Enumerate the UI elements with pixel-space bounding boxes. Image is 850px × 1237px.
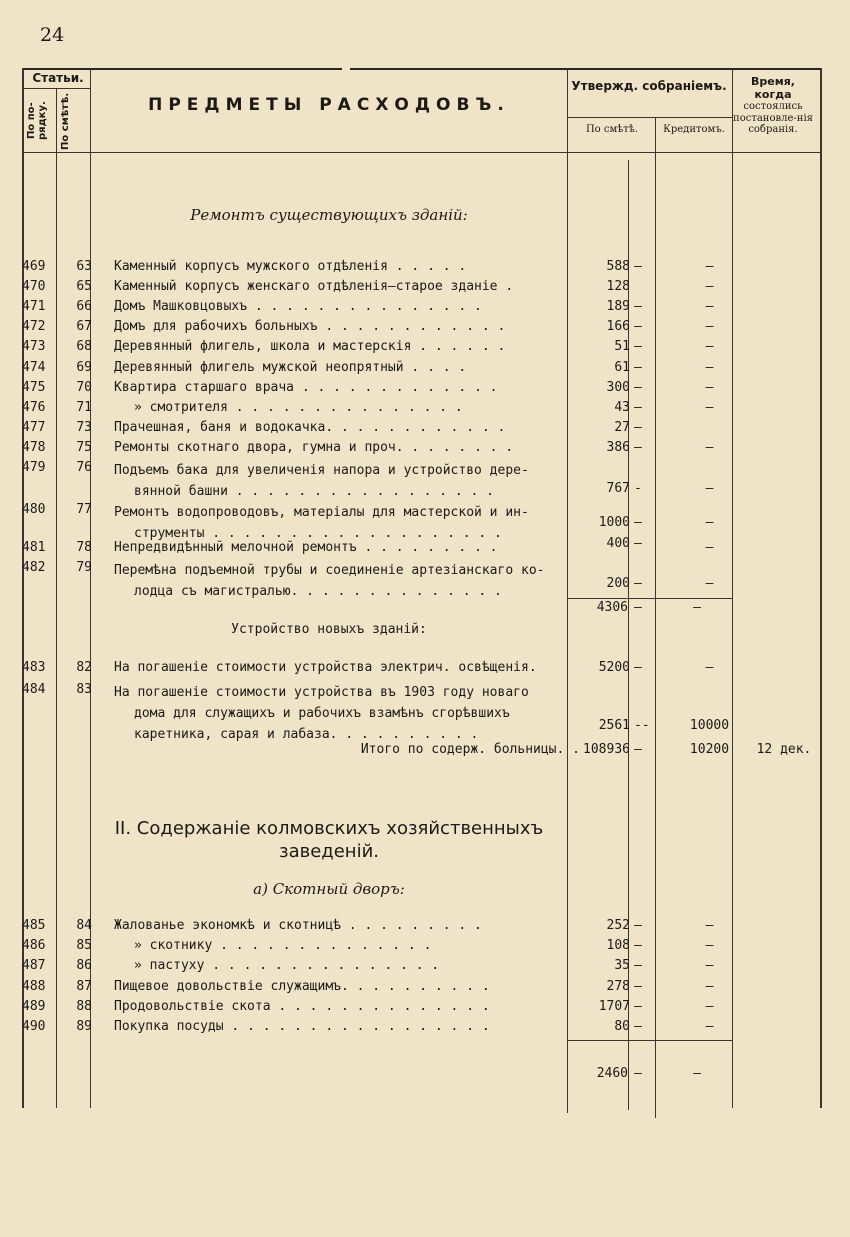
amount-dash: — <box>634 660 642 675</box>
row-description: Домъ Машковцовыхъ . . . . . . . . . . . . . . . <box>114 299 482 315</box>
amount-dash: — <box>634 938 642 954</box>
table-row <box>22 400 822 420</box>
row-description <box>114 682 564 745</box>
credit-value: — <box>705 958 714 974</box>
credit-value: 10000 <box>689 718 730 733</box>
estimate-number: 79 <box>76 560 92 575</box>
section-title: Устройство новыхъ зданій: <box>231 622 427 637</box>
row-number: 480 <box>22 502 46 517</box>
row-number: 490 <box>22 1019 46 1034</box>
row-description: » скотнику . . . . . . . . . . . . . . <box>134 938 432 954</box>
row-description-line: На погашеніе стоимости устройства въ 1903 году новаго <box>114 685 529 700</box>
amount: 300 <box>606 379 630 395</box>
row-number: 479 <box>22 460 46 475</box>
part-title-line: II. Содержаніе колмовскихъ хозяйственныхъ <box>114 818 544 839</box>
table-row <box>22 420 822 440</box>
amount-dash: — <box>634 259 642 274</box>
section-total-amount: 2460 <box>596 1066 628 1081</box>
table-row <box>22 958 822 978</box>
row-description: Жалованье экономкѣ и скотницѣ . . . . . . . . . <box>114 918 482 933</box>
amount: 43 <box>614 399 630 415</box>
estimate-number: 78 <box>76 540 92 555</box>
row-description-line: каретника, сарая и лабаза. . . . . . . . . . <box>134 727 479 742</box>
header-time-line2: состоялись постановле-нія собранія. <box>733 101 813 136</box>
page-title: ПРЕДМЕТЫ РАСХОДОВЪ. <box>148 95 510 115</box>
grand-total-dash: — <box>634 742 642 757</box>
credit-value: — <box>705 576 714 591</box>
estimate-number: 71 <box>76 399 92 415</box>
amount-dash: — <box>634 958 642 974</box>
grand-total-label: Итого по содерж. больницы. . <box>360 742 580 757</box>
header-rule <box>567 117 732 118</box>
amount: 35 <box>614 958 630 974</box>
amount-dash: — <box>634 379 642 395</box>
amount: 2561 <box>598 718 630 733</box>
amount-dash: — <box>634 299 642 315</box>
estimate-number: 84 <box>76 918 92 933</box>
table-row <box>22 339 822 359</box>
table-row <box>22 682 822 748</box>
grand-total-time: 12 дек. <box>756 742 812 757</box>
row-description <box>114 560 564 602</box>
credit-value: — <box>705 439 714 455</box>
row-number: 485 <box>22 918 46 933</box>
estimate-number: 67 <box>76 319 92 335</box>
amount: 400 <box>606 536 630 551</box>
row-description: На погашеніе стоимости устройства электрич. освѣщенія. <box>114 660 537 675</box>
estimate-number: 69 <box>76 359 92 375</box>
row-number: 481 <box>22 540 46 555</box>
estimate-number: 89 <box>76 1019 92 1034</box>
amount: 189 <box>606 299 630 315</box>
table-row <box>22 660 822 681</box>
amount: 1707 <box>598 998 630 1014</box>
credit-value: — <box>705 660 714 675</box>
row-description <box>114 460 564 502</box>
page-number: 24 <box>40 24 65 46</box>
amount-dash: -- <box>634 718 650 733</box>
row-description-line: струменты . . . . . . . . . . . . . . . . . . . <box>134 526 502 541</box>
row-description <box>114 502 564 544</box>
table-row <box>22 380 822 400</box>
amount-dash: - <box>634 481 642 496</box>
row-description: Деревянный флигель мужской неопрятный . . . . <box>114 359 467 375</box>
amount: 27 <box>614 419 630 435</box>
part-title-line: заведеній. <box>279 840 379 862</box>
credit-value: — <box>705 339 714 355</box>
estimate-number: 88 <box>76 998 92 1014</box>
header-by-estimate: По смѣтѣ. <box>585 124 639 135</box>
grand-total-amount: 108936 <box>583 742 630 757</box>
table-row <box>22 279 822 299</box>
row-number: 487 <box>22 958 46 974</box>
amount-dash: — <box>634 998 642 1014</box>
row-number: 486 <box>22 938 46 954</box>
estimate-number: 87 <box>76 978 92 994</box>
header-by-estimate-col: По смѣтѣ. <box>60 92 71 150</box>
table-row <box>22 938 822 958</box>
row-description-line: Подъемъ бака для увеличенія напора и устройство дере- <box>114 463 529 478</box>
row-number: 476 <box>22 399 46 415</box>
row-description-line: дома для служащихъ и рабочихъ взамѣнъ сгорѣвшихъ <box>134 706 510 721</box>
amount: 1000 <box>598 515 630 530</box>
table-row <box>22 536 822 561</box>
section-total-dash: — <box>634 600 642 615</box>
table-row <box>22 259 822 279</box>
header-time-line1: Время, когда <box>751 75 795 101</box>
amount: 108 <box>606 938 630 954</box>
amount-dash: — <box>634 359 642 375</box>
section-total-credit: — <box>693 600 701 615</box>
header-by-order: По по-рядку. <box>26 101 48 141</box>
estimate-number: 70 <box>76 379 92 395</box>
subsection-title: а) Скотный дворъ: <box>253 880 405 898</box>
row-description: Домъ для рабочихъ больныхъ . . . . . . . . . . . . <box>114 319 506 335</box>
row-number: 474 <box>22 359 46 375</box>
amount: 200 <box>606 576 630 591</box>
row-number: 475 <box>22 379 46 395</box>
row-description: » пастуху . . . . . . . . . . . . . . . <box>134 958 440 974</box>
credit-value: — <box>705 978 714 994</box>
estimate-number: 65 <box>76 279 92 295</box>
table-row <box>22 299 822 319</box>
table-row <box>22 999 822 1019</box>
credit-value: — <box>705 1019 714 1034</box>
row-number: 471 <box>22 299 46 315</box>
table-row <box>22 440 822 460</box>
header-time <box>732 76 814 136</box>
amount: 252 <box>606 918 630 933</box>
estimate-number: 76 <box>76 460 92 475</box>
amount: 5200 <box>598 660 630 675</box>
row-number: 473 <box>22 339 46 355</box>
credit-value: — <box>705 481 714 496</box>
amount: 80 <box>614 1019 630 1034</box>
estimate-number: 86 <box>76 958 92 974</box>
row-number: 469 <box>22 259 46 274</box>
grand-total-credit: 10200 <box>689 742 730 757</box>
row-description: Квартира старшаго врача . . . . . . . . . . . . . <box>114 379 498 395</box>
row-description-line: Ремонтъ водопроводовъ, матеріалы для мастерской и ин- <box>114 505 529 520</box>
row-description-line: Перемѣна подъемной трубы и соединеніе артезіанскаго ко- <box>114 563 545 578</box>
row-description: Каменный корпусъ женскаго отдѣленія—старое зданіе . <box>114 279 514 295</box>
row-description: Пищевое довольствіе служащимъ. . . . . . . . . . <box>114 978 490 994</box>
amount-dash: — <box>634 515 642 530</box>
row-number: 478 <box>22 439 46 455</box>
amount-dash: — <box>634 576 642 591</box>
row-description-line: вянной башни . . . . . . . . . . . . . . . . . <box>134 484 495 499</box>
credit-value: — <box>705 319 714 335</box>
row-description: Каменный корпусъ мужского отдѣленія . . . . . <box>114 259 467 274</box>
row-description-line: лодца съ магистралью. . . . . . . . . . . . . . <box>134 584 502 599</box>
table-row <box>22 360 822 380</box>
amount: 61 <box>614 359 630 375</box>
row-description: Непредвидѣнный мелочной ремонтъ . . . . . . . . . <box>114 540 498 555</box>
section-title: Ремонтъ существующихъ зданій: <box>190 206 468 224</box>
header-rule <box>22 152 820 153</box>
grand-total-row <box>22 742 822 763</box>
amount-dash: — <box>634 439 642 455</box>
header-approved: Утвержд. собраніемъ. <box>571 79 727 93</box>
row-description: Ремонты скотнаго двора, гумна и проч. . . . . . . . <box>114 439 514 455</box>
estimate-number: 68 <box>76 339 92 355</box>
amount: 278 <box>606 978 630 994</box>
estimate-number: 63 <box>76 259 92 274</box>
row-description: Продовольствіе скота . . . . . . . . . . . . . . <box>114 998 490 1014</box>
amount: 588 <box>606 259 630 274</box>
credit-value: — <box>705 359 714 375</box>
header-articles: Статьи. <box>32 71 84 85</box>
credit-value: — <box>705 938 714 954</box>
table-row <box>22 979 822 999</box>
credit-value: — <box>705 540 714 555</box>
table-top-border <box>22 68 342 70</box>
row-number: 488 <box>22 978 46 994</box>
credit-value: — <box>705 998 714 1014</box>
table-row <box>22 918 822 938</box>
table-row <box>22 319 822 339</box>
amount-dash: — <box>634 536 642 551</box>
amount-dash: — <box>634 399 642 415</box>
amount-dash: — <box>634 319 642 335</box>
section-total-dash: — <box>634 1066 642 1081</box>
row-number: 482 <box>22 560 46 575</box>
credit-value: — <box>705 379 714 395</box>
row-description: Прачешная, баня и водокачка. . . . . . . . . . . . <box>114 419 506 435</box>
credit-value: — <box>705 399 714 415</box>
row-number: 489 <box>22 998 46 1014</box>
amount: 128 <box>606 279 630 295</box>
row-number: 483 <box>22 660 46 675</box>
amount-dash: — <box>634 419 642 435</box>
estimate-number: 75 <box>76 439 92 455</box>
estimate-number: 73 <box>76 419 92 435</box>
section-total-amount: 4306 <box>596 600 628 615</box>
estimate-number: 77 <box>76 502 92 517</box>
amount: 767 <box>606 481 630 496</box>
row-number: 472 <box>22 319 46 335</box>
total-rule <box>567 1040 732 1041</box>
amount-dash: — <box>634 1019 642 1034</box>
row-description: Покупка посуды . . . . . . . . . . . . . . . . . <box>114 1019 490 1034</box>
estimate-number: 85 <box>76 938 92 954</box>
amount-dash: — <box>634 339 642 355</box>
header-rule <box>22 88 90 89</box>
table-row <box>22 460 822 504</box>
row-description: » смотрителя . . . . . . . . . . . . . . . <box>134 399 463 415</box>
credit-value: — <box>705 918 714 933</box>
table-row <box>22 1019 822 1039</box>
row-number: 470 <box>22 279 46 295</box>
row-description: Деревянный флигель, школа и мастерскія . . . . . . <box>114 339 506 355</box>
credit-value: — <box>705 279 714 295</box>
table-top-border <box>350 68 820 70</box>
row-number: 477 <box>22 419 46 435</box>
part-title <box>92 818 566 863</box>
header-by-credit: Кредитомъ. <box>663 124 725 135</box>
amount: 386 <box>606 439 630 455</box>
credit-value: — <box>705 515 714 530</box>
section-total-credit: — <box>693 1066 701 1081</box>
row-number: 484 <box>22 682 46 697</box>
estimate-number: 83 <box>76 682 92 697</box>
estimate-number: 82 <box>76 660 92 675</box>
credit-value: — <box>705 259 714 274</box>
table-row <box>22 560 822 604</box>
credit-value: — <box>705 299 714 315</box>
amount-dash: — <box>634 978 642 994</box>
estimate-number: 66 <box>76 299 92 315</box>
amount: 166 <box>606 319 630 335</box>
amount-dash: — <box>634 918 642 933</box>
amount: 51 <box>614 339 630 355</box>
